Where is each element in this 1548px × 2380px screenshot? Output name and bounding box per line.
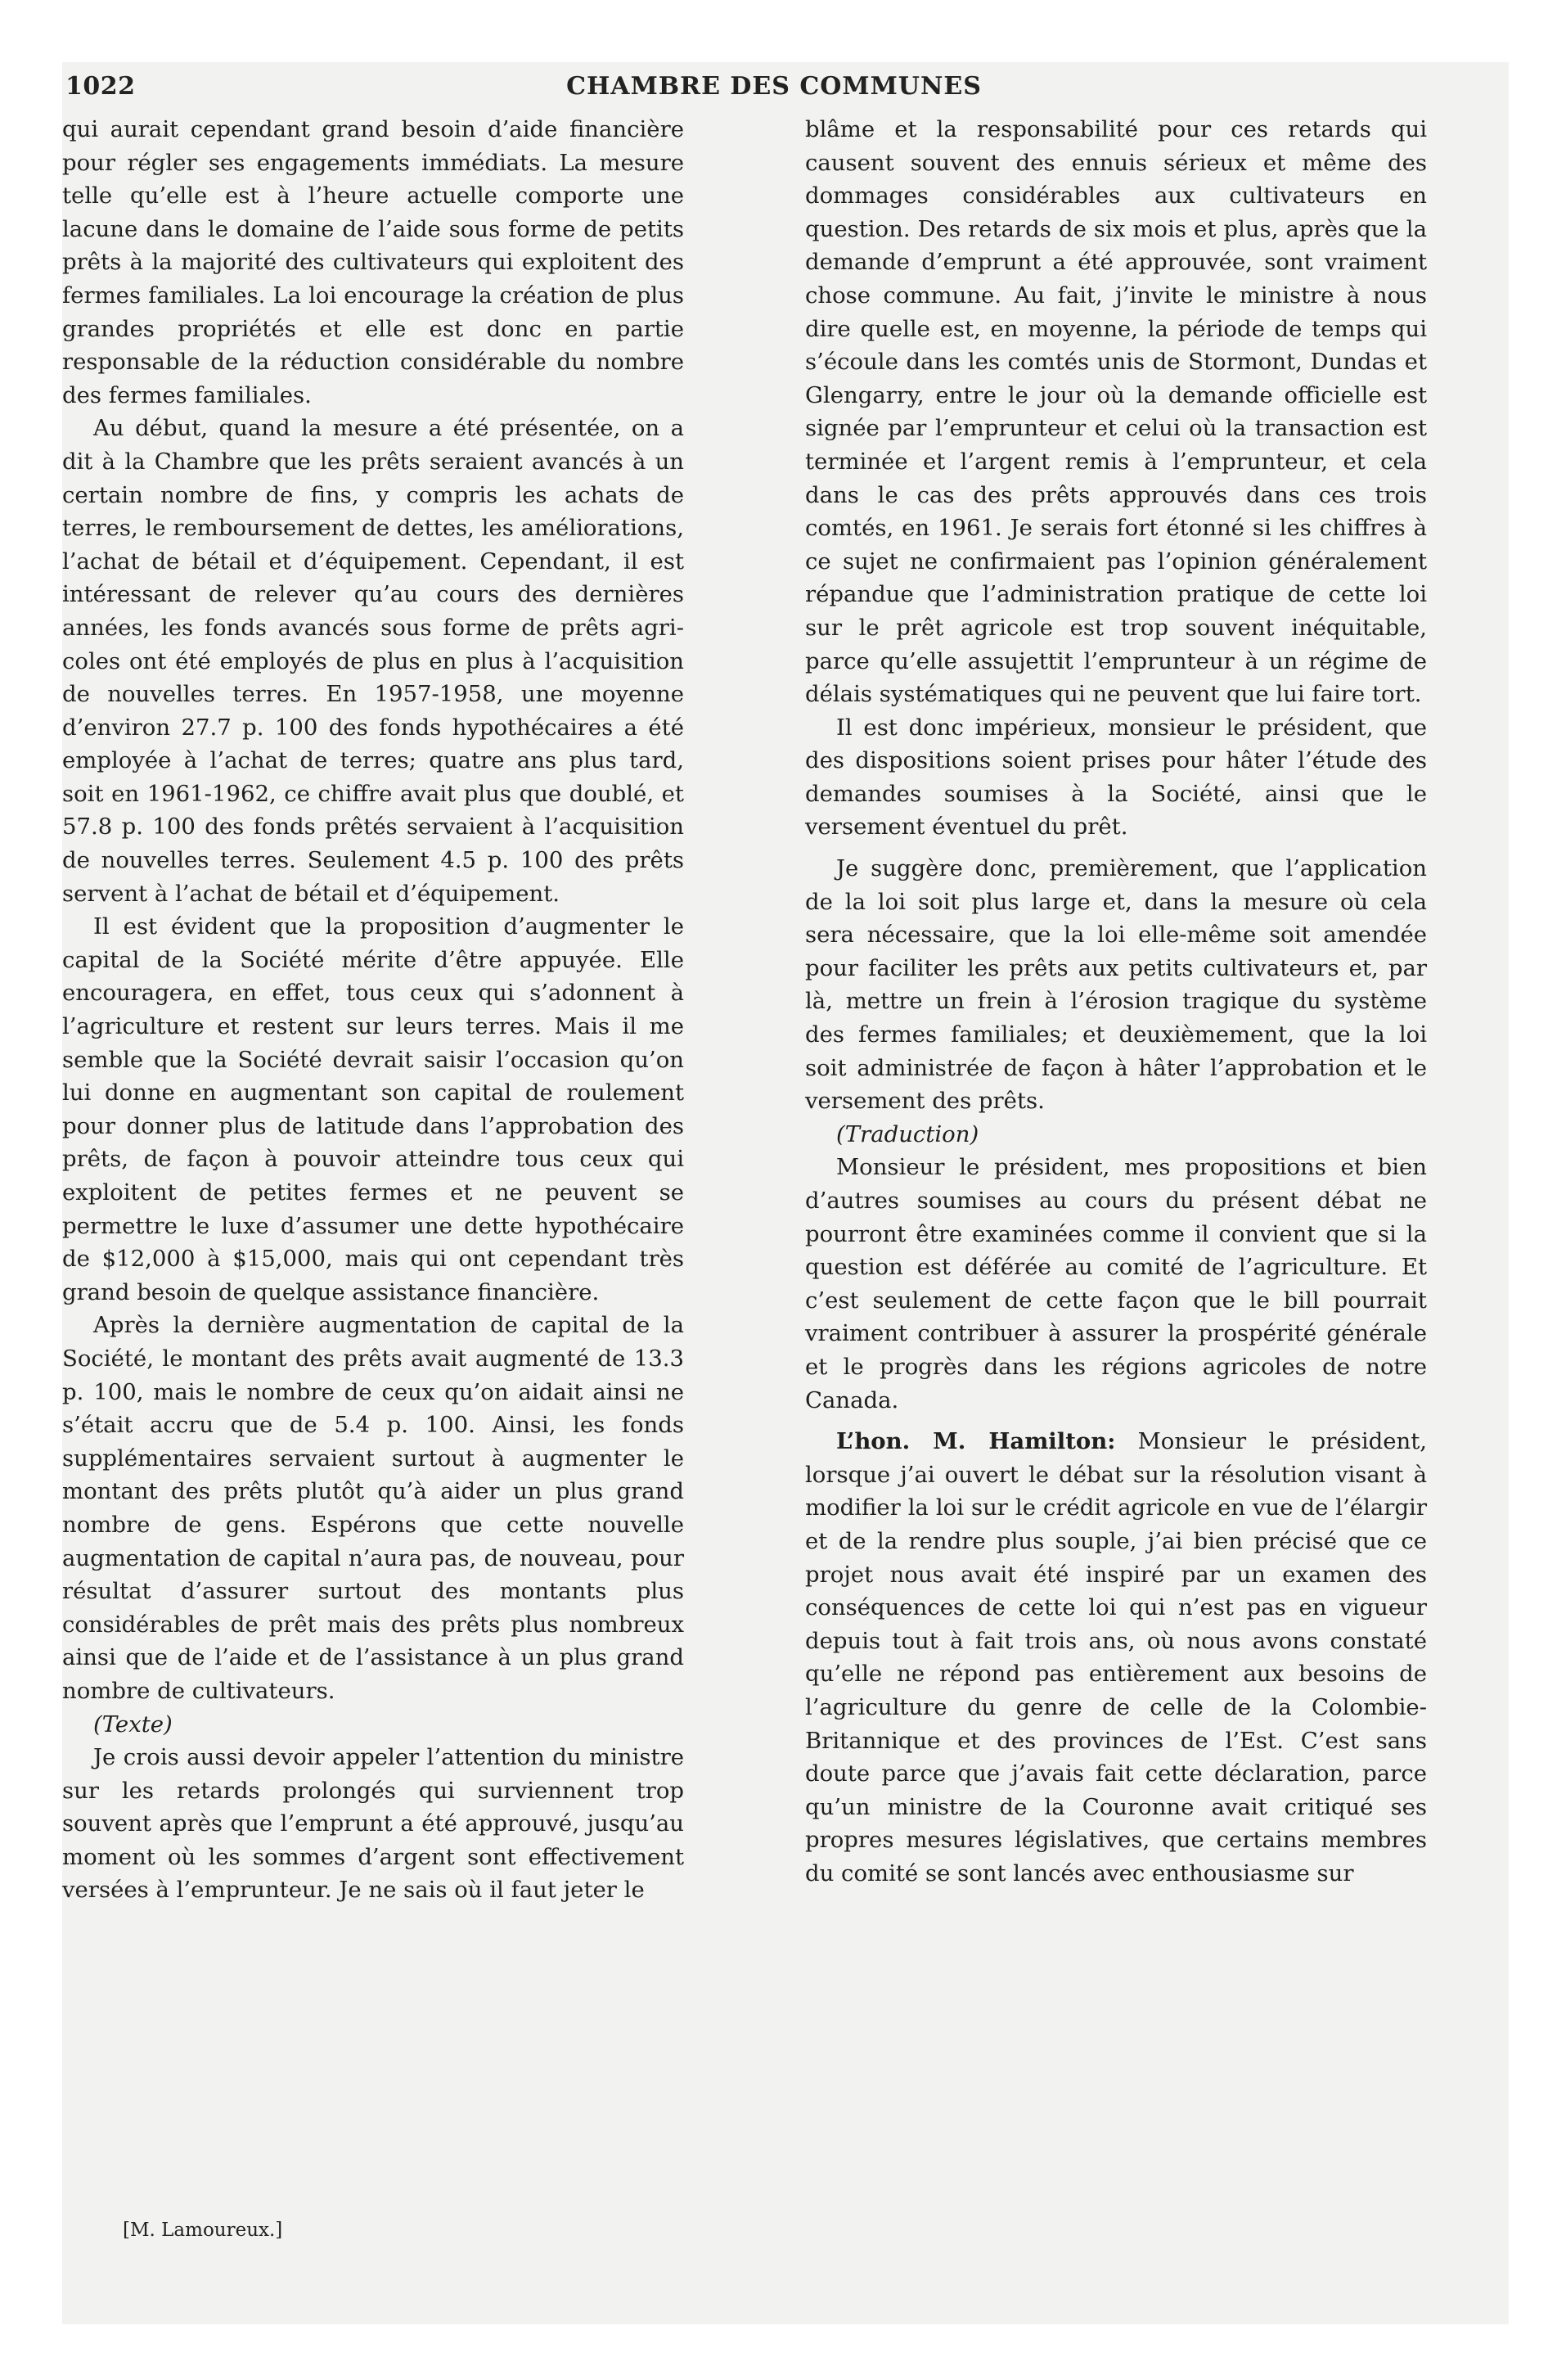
paragraph: blâme et la responsabilité pour ces retards qui causent souvent des ennuis sérieux et même des dommages considérables aux cultivateurs en question. Des retards de six mois et plus, après que la demande d’emprunt a été approuvée, sont vraiment chose commune. Au fait, j’invite le ministre à nous dire quelle est, en moyenne, la période de temps qui s’écoule dans les comtés unis de Stormont, Dundas et Glengarry, entre le jour où la demande officielle est signée par l’emprunteur et celui où la transaction est terminée et l’argent remis à l’emprunteur, et cela dans le cas des prêts approuvés dans ces trois comtés, en 1961. Je serais fort étonné si les chiffres à ce sujet ne confirmaient pas l’opinion généralement répandue que l’administration pratique de cette loi sur le prêt agricole est trop souvent inéquitable, parce qu’elle assujettit l’emprunteur à un régime de délais systématiques qui ne peuvent que lui faire tort. bbox=[805, 116, 1427, 708]
speaker-name: L’hon. M. Hamilton: bbox=[836, 1428, 1116, 1455]
right-column bbox=[805, 113, 1427, 1890]
speech-text: Monsieur le président, lorsque j’ai ouvert le débat sur la résolution visant à modifier la loi sur le crédit agricole en vue de l’élargir et de la rendre plus souple, j’ai bien précisé que ce projet nous avait été inspiré par un examen des conséquences de cette loi qui n’est pas en vigueur depuis tout à fait trois ans, où nous avons constaté qu’elle ne répond pas entièrement aux besoins de l’agriculture du genre de celle de la Colombie-Britannique et des provinces de l’Est. C’est sans doute parce que j’avais fait cette déclaration, parce qu’un ministre de la Couronne avait critiqué ses propres mesures législatives, que certains membres du comité se sont lancés avec enthousiasme sur bbox=[805, 1428, 1427, 1886]
speaker-paragraph bbox=[805, 1425, 1427, 1890]
paragraph: Au début, quand la mesure a été présentée, on a dit à la Chambre que les prêts seraient avancés à un certain nombre de fins, y compris les achats de terres, le remboursement de dettes, les améliorations, l’achat de bétail et d’équipement. Cependant, il est intéressant de relever qu’au cours des dernières années, les fonds avancés sous forme de prêts agricoles ont été employés de plus en plus à l’acquisition de nouvelles terres. En 1957-1958, une moyenne d’environ 27.7 p. 100 des fonds hypothécaires a été employée à l’achat de terres; quatre ans plus tard, soit en 1961-1962, ce chiffre avait plus que doublé, et 57.8 p. 100 des fonds prêtés servaient à l’acquisition de nouvelles terres. Seulement 4.5 p. 100 des prêts servent à l’achat de bétail et d’équipement. bbox=[62, 415, 684, 907]
paragraph: Je suggère donc, premièrement, que l’application de la loi soit plus large et, dans la mesure où cela sera nécessaire, que la loi elle-même soit amendée pour faciliter les prêts aux petits cultivateurs et, par là, mettre un frein à l’érosion tragique du système des fermes familiales; et deuxièmement, que la loi soit administrée de façon à hâter l’approbation et le versement des prêts. bbox=[805, 855, 1427, 1115]
section-label-traduction: (Traduction) bbox=[836, 1120, 979, 1147]
section-label-texte: (Texte) bbox=[93, 1711, 173, 1738]
paragraph: Il est donc impérieux, monsieur le président, que des dispositions soient prises pour hâter l’étude des demandes soumises à la Société, ainsi que le versement éventuel du prêt. bbox=[805, 714, 1427, 841]
speaker-attribution: [M. Lamoureux.] bbox=[123, 2220, 283, 2241]
page-number: 1022 bbox=[65, 72, 136, 101]
left-column bbox=[62, 113, 684, 1907]
paragraph: Après la dernière augmentation de capital de la Société, le montant des prêts avait augmenté de 13.3 p. 100, mais le nombre de ceux qu’on aidait ainsi ne s’était accru que de 5.4 p. 100. Ainsi, les fonds supplémentaires servaient surtout à augmenter le montant des prêts plutôt qu’à aider un plus grand nombre de gens. Espérons que cette nouvelle augmentation de capital n’aura pas, de nouveau, pour résultat d’assurer surtout des montants plus considérables de prêt mais des prêts plus nombreux ainsi que de l’aide et de l’assistance à un plus grand nombre de cultivateurs. bbox=[62, 1312, 684, 1704]
paragraph: Je crois aussi devoir appeler l’attention du ministre sur les retards prolongés qui surviennent trop souvent après que l’emprunt a été approuvé, jusqu’au moment où les sommes d’argent sont effectivement versées à l’emprunteur. Je ne sais où il faut jeter le bbox=[62, 1744, 684, 1904]
paragraph: qui aurait cependant grand besoin d’aide financière pour régler ses engagements immédiats. La mesure telle qu’elle est à l’heure actuelle comporte une lacune dans le domaine de l’aide sous forme de petits prêts à la majorité des cultivateurs qui exploitent des fermes familiales. La loi encourage la création de plus grandes propriétés et elle est donc en partie responsable de la réduction considérable du nombre des fermes familiales. bbox=[62, 116, 684, 408]
paragraph: Monsieur le président, mes propositions et bien d’autres soumises au cours du présent débat ne pourront être examinées comme il convient que si la question est déférée au comité de l’agriculture. Et c’est seulement de cette façon que le bill pourrait vraiment contribuer à assurer la prospérité générale et le progrès dans les régions agricoles de notre Canada. bbox=[805, 1154, 1427, 1413]
paragraph: Il est évident que la proposition d’augmenter le capital de la Société mérite d’être appuyée. Elle encouragera, en effet, tous ceux qui s’adonnent à l’agriculture et restent sur leurs terres. Mais il me semble que la Société devrait saisir l’occasion qu’on lui donne en augmentant son capital de roulement pour donner plus de latitude dans l’approbation des prêts, de façon à pouvoir atteindre tous ceux qui exploitent de petites fermes et ne peuvent se permettre le luxe d’assumer une dette hypothécaire de $12,000 à $15,000, mais qui ont cependant très grand besoin de quelque assistance financière. bbox=[62, 913, 684, 1305]
running-head: CHAMBRE DES COMMUNES bbox=[566, 72, 982, 101]
